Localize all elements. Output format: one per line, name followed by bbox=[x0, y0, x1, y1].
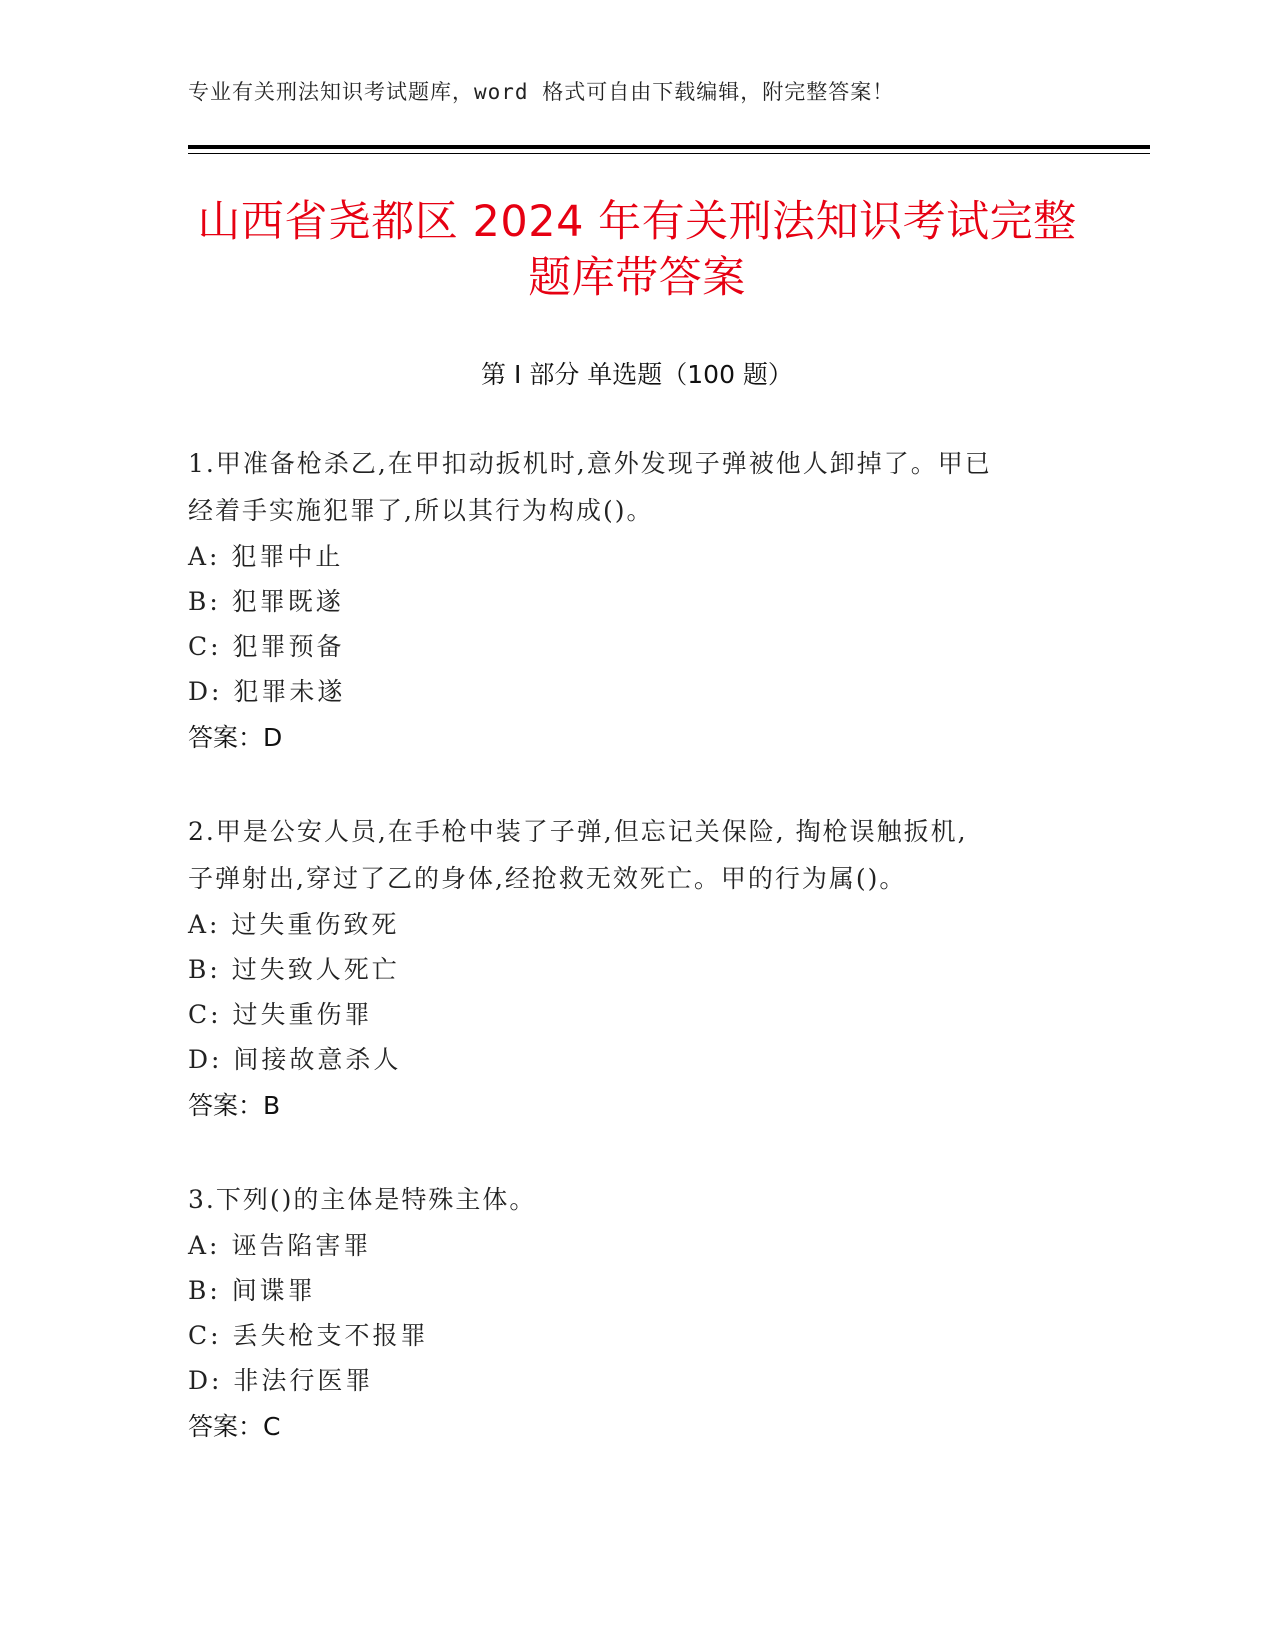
question-stem-line-2: 经着手实施犯罪了,所以其行为构成()。 bbox=[188, 496, 654, 525]
option-b: B: 过失致人死亡 bbox=[188, 955, 400, 984]
answer-line: 答案：C bbox=[188, 1412, 281, 1441]
question-2 bbox=[188, 808, 1088, 1129]
option-a: A: 过失重伤致死 bbox=[188, 910, 400, 939]
header-note: 专业有关刑法知识考试题库，word 格式可自由下载编辑，附完整答案！ bbox=[188, 80, 895, 104]
option-b: B: 间谍罪 bbox=[188, 1276, 316, 1305]
question-1 bbox=[188, 440, 1088, 761]
document-title-line-1: 山西省尧都区 2024 年有关刑法知识考试完整 bbox=[197, 197, 1077, 247]
document-title bbox=[137, 194, 1137, 306]
option-d: D: 间接故意杀人 bbox=[188, 1045, 402, 1074]
question-stem-line-1: 3.下列()的主体是特殊主体。 bbox=[188, 1185, 537, 1214]
option-a: A: 犯罪中止 bbox=[188, 542, 344, 571]
option-d: D: 犯罪未遂 bbox=[188, 677, 346, 706]
option-c: C: 犯罪预备 bbox=[188, 632, 345, 661]
option-c: C: 丢失枪支不报罪 bbox=[188, 1321, 429, 1350]
header-divider-thick bbox=[188, 145, 1150, 149]
option-c: C: 过失重伤罪 bbox=[188, 1000, 373, 1029]
header-divider-thin bbox=[188, 153, 1150, 154]
question-stem-line-2: 子弹射出,穿过了乙的身体,经抢救无效死亡。甲的行为属()。 bbox=[188, 864, 907, 893]
question-stem-line-1: 2.甲是公安人员,在手枪中装了子弹,但忘记关保险, 掏枪误触扳机, bbox=[188, 817, 968, 846]
answer-line: 答案：B bbox=[188, 1091, 281, 1120]
option-d: D: 非法行医罪 bbox=[188, 1366, 374, 1395]
option-a: A: 诬告陷害罪 bbox=[188, 1231, 372, 1260]
section-heading: 第 I 部分 单选题（100 题） bbox=[481, 360, 793, 389]
question-list bbox=[188, 440, 1088, 1497]
question-stem-line-1: 1.甲准备枪杀乙,在甲扣动扳机时,意外发现子弹被他人卸掉了。甲已 bbox=[188, 449, 992, 478]
question-3 bbox=[188, 1176, 1088, 1450]
document-title-line-2: 题库带答案 bbox=[528, 253, 746, 303]
option-b: B: 犯罪既遂 bbox=[188, 587, 344, 616]
answer-line: 答案：D bbox=[188, 723, 283, 752]
